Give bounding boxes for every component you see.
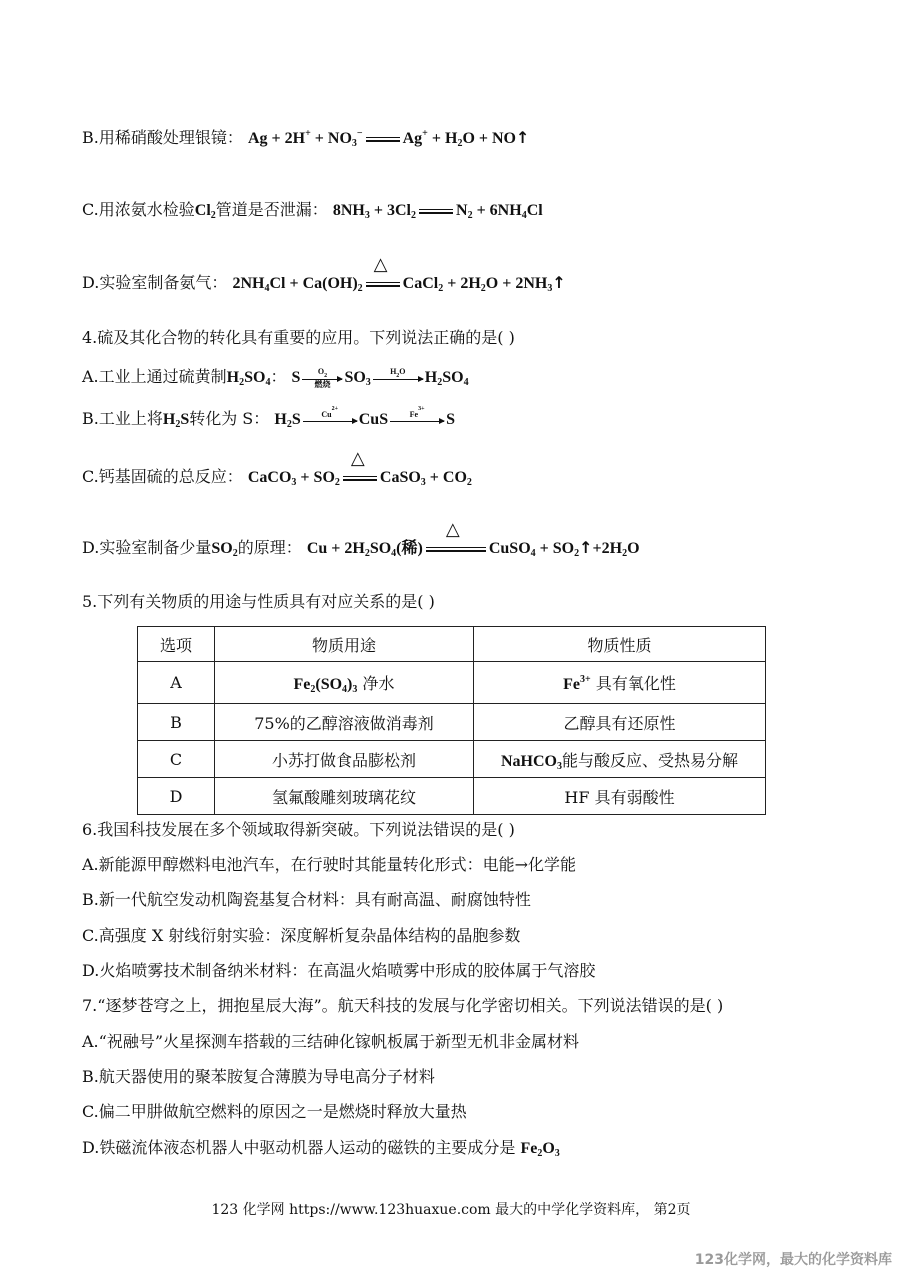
q3-option-b-equation: $Ag + 2H^+ + NO_3^-$ $Ag^+ + H_2O$ + NO↑ [247,128,530,149]
row-option: B [138,704,215,741]
q7-option-d-label: D.铁磁流体液态机器人中驱动机器人运动的磁铁的主要成分是 [82,1138,516,1157]
q3-option-b [82,127,529,150]
row-property: NaHCO$_3$能与酸反应、受热易分解 [474,741,766,778]
q7-option-c: C.偏二甲肼做航空燃料的原因之一是燃烧时释放大量热 [82,1102,467,1121]
q3-option-c-mid: 管道是否泄漏： [215,200,328,219]
q4-option-c: C.钙基固硫的总反应： CaCO$_3$ + $SO_2$ △ CaSO$_3$ + $CO_2$ [82,447,472,488]
q6-option-a: A.新能源甲醇燃料电池汽车，在行驶时其能量转化形式：电能→化学能 [82,855,577,874]
row-use: 氢氟酸雕刻玻璃花纹 [215,778,474,815]
q3-option-c: C.用浓氨水检验$Cl_2$管道是否泄漏： $8NH_3 + 3Cl_2$ $N_2 + 6NH_4Cl$ [82,200,543,221]
q7-option-d: D.铁磁流体液态机器人中驱动机器人运动的磁铁的主要成分是 $Fe_2O_3$ [82,1138,560,1159]
q4-option-d-label: D.实验室制备少量 [82,538,212,557]
header-option: 选项 [138,627,215,662]
q3-option-d-label: D.实验室制备氨气： [82,273,228,292]
table-row [138,704,766,741]
q4-option-b-mid: 转化为 S： [189,409,270,428]
q4-option-d: D.实验室制备少量$SO_2$的原理： $Cu + 2H_2SO_4$(稀) △ CuSO$_4$ + $SO_2↑+2H_2O$ [82,518,640,559]
row-use: $Fe_2(SO_4)_3$ 净水 [215,662,474,704]
row-property: HF 具有弱酸性 [474,778,766,815]
q3-option-d-equation: $2NH_4Cl + Ca(OH)_2$ △ CaCl$_2$ + $2H_2O$ + $2NH_3↑$ [232,253,566,294]
row-option: A [138,662,215,704]
q4-option-d-mid: 的原理： [237,538,302,557]
q6-option-d: D.火焰喷雾技术制备纳米材料：在高温火焰喷雾中形成的胶体属于气溶胶 [82,961,596,980]
table-row [138,662,766,704]
q5-stem: 5.下列有关物质的用途与性质具有对应关系的是( ) [82,592,435,611]
row-use: 小苏打做食品膨松剂 [215,741,474,778]
table-row [138,741,766,778]
row-option: C [138,741,215,778]
q6-option-b: B.新一代航空发动机陶瓷基复合材料：具有耐高温、耐腐蚀特性 [82,890,531,909]
page-footer: 123 化学网 https://www.123huaxue.com 最大的中学化学资料库， 第2页 [211,1202,691,1218]
q4-stem: 4.硫及其化合物的转化具有重要的应用。下列说法正确的是( ) [82,328,515,347]
burn-condition: 燃烧 [314,380,331,390]
q4-option-a: A.工业上通过硫黄制$H_2SO_4$： S $O_2$ 燃烧 $SO_3$ $H_2O$ $H_2SO_4$ [82,367,469,390]
row-option: D [138,778,215,815]
q3-option-c-equation: $8NH_3 + 3Cl_2$ $N_2 + 6NH_4Cl$ [332,202,543,221]
q6-option-c: C.高强度 X 射线衍射实验：深度解析复杂晶体结构的晶胞参数 [82,926,521,945]
table-row [138,778,766,815]
q4-option-b: B.工业上将$H_2S$转化为 S： $H_2S$ $Cu^{2+}$ CuS $Fe^{3+}$ S [82,406,455,430]
q4-option-b-label: B.工业上将 [82,409,163,428]
row-property: 乙醇具有还原性 [474,704,766,741]
header-property: 物质性质 [474,627,766,662]
q3-option-d [82,253,566,295]
q3-option-c-label: C.用浓氨水检验 [82,200,195,219]
row-property: $Fe^{3+}$ 具有氧化性 [474,662,766,704]
q6-stem: 6.我国科技发展在多个领域取得新突破。下列说法错误的是( ) [82,820,515,839]
row-use: 75%的乙醇溶液做消毒剂 [215,704,474,741]
watermark: 123化学网，最大的化学资料库 [694,1252,892,1268]
q7-option-b: B.航天器使用的聚苯胺复合薄膜为导电高分子材料 [82,1067,435,1086]
header-use: 物质用途 [215,627,474,662]
q7-stem: 7.“逐梦苍穹之上，拥抱星辰大海”。航天科技的发展与化学密切相关。下列说法错误的是( ) [82,996,724,1015]
q4-option-c-label: C.钙基固硫的总反应： [82,467,243,486]
q7-option-a: A.“祝融号”火星探测车搭载的三结砷化镓帆板属于新型无机非金属材料 [82,1032,580,1051]
q4-option-a-label: A.工业上通过硫黄制 [82,367,227,386]
q3-option-b-label: B.用稀硝酸处理银镜： [82,128,243,147]
table-header-row [138,627,766,662]
q5-table [137,626,766,815]
